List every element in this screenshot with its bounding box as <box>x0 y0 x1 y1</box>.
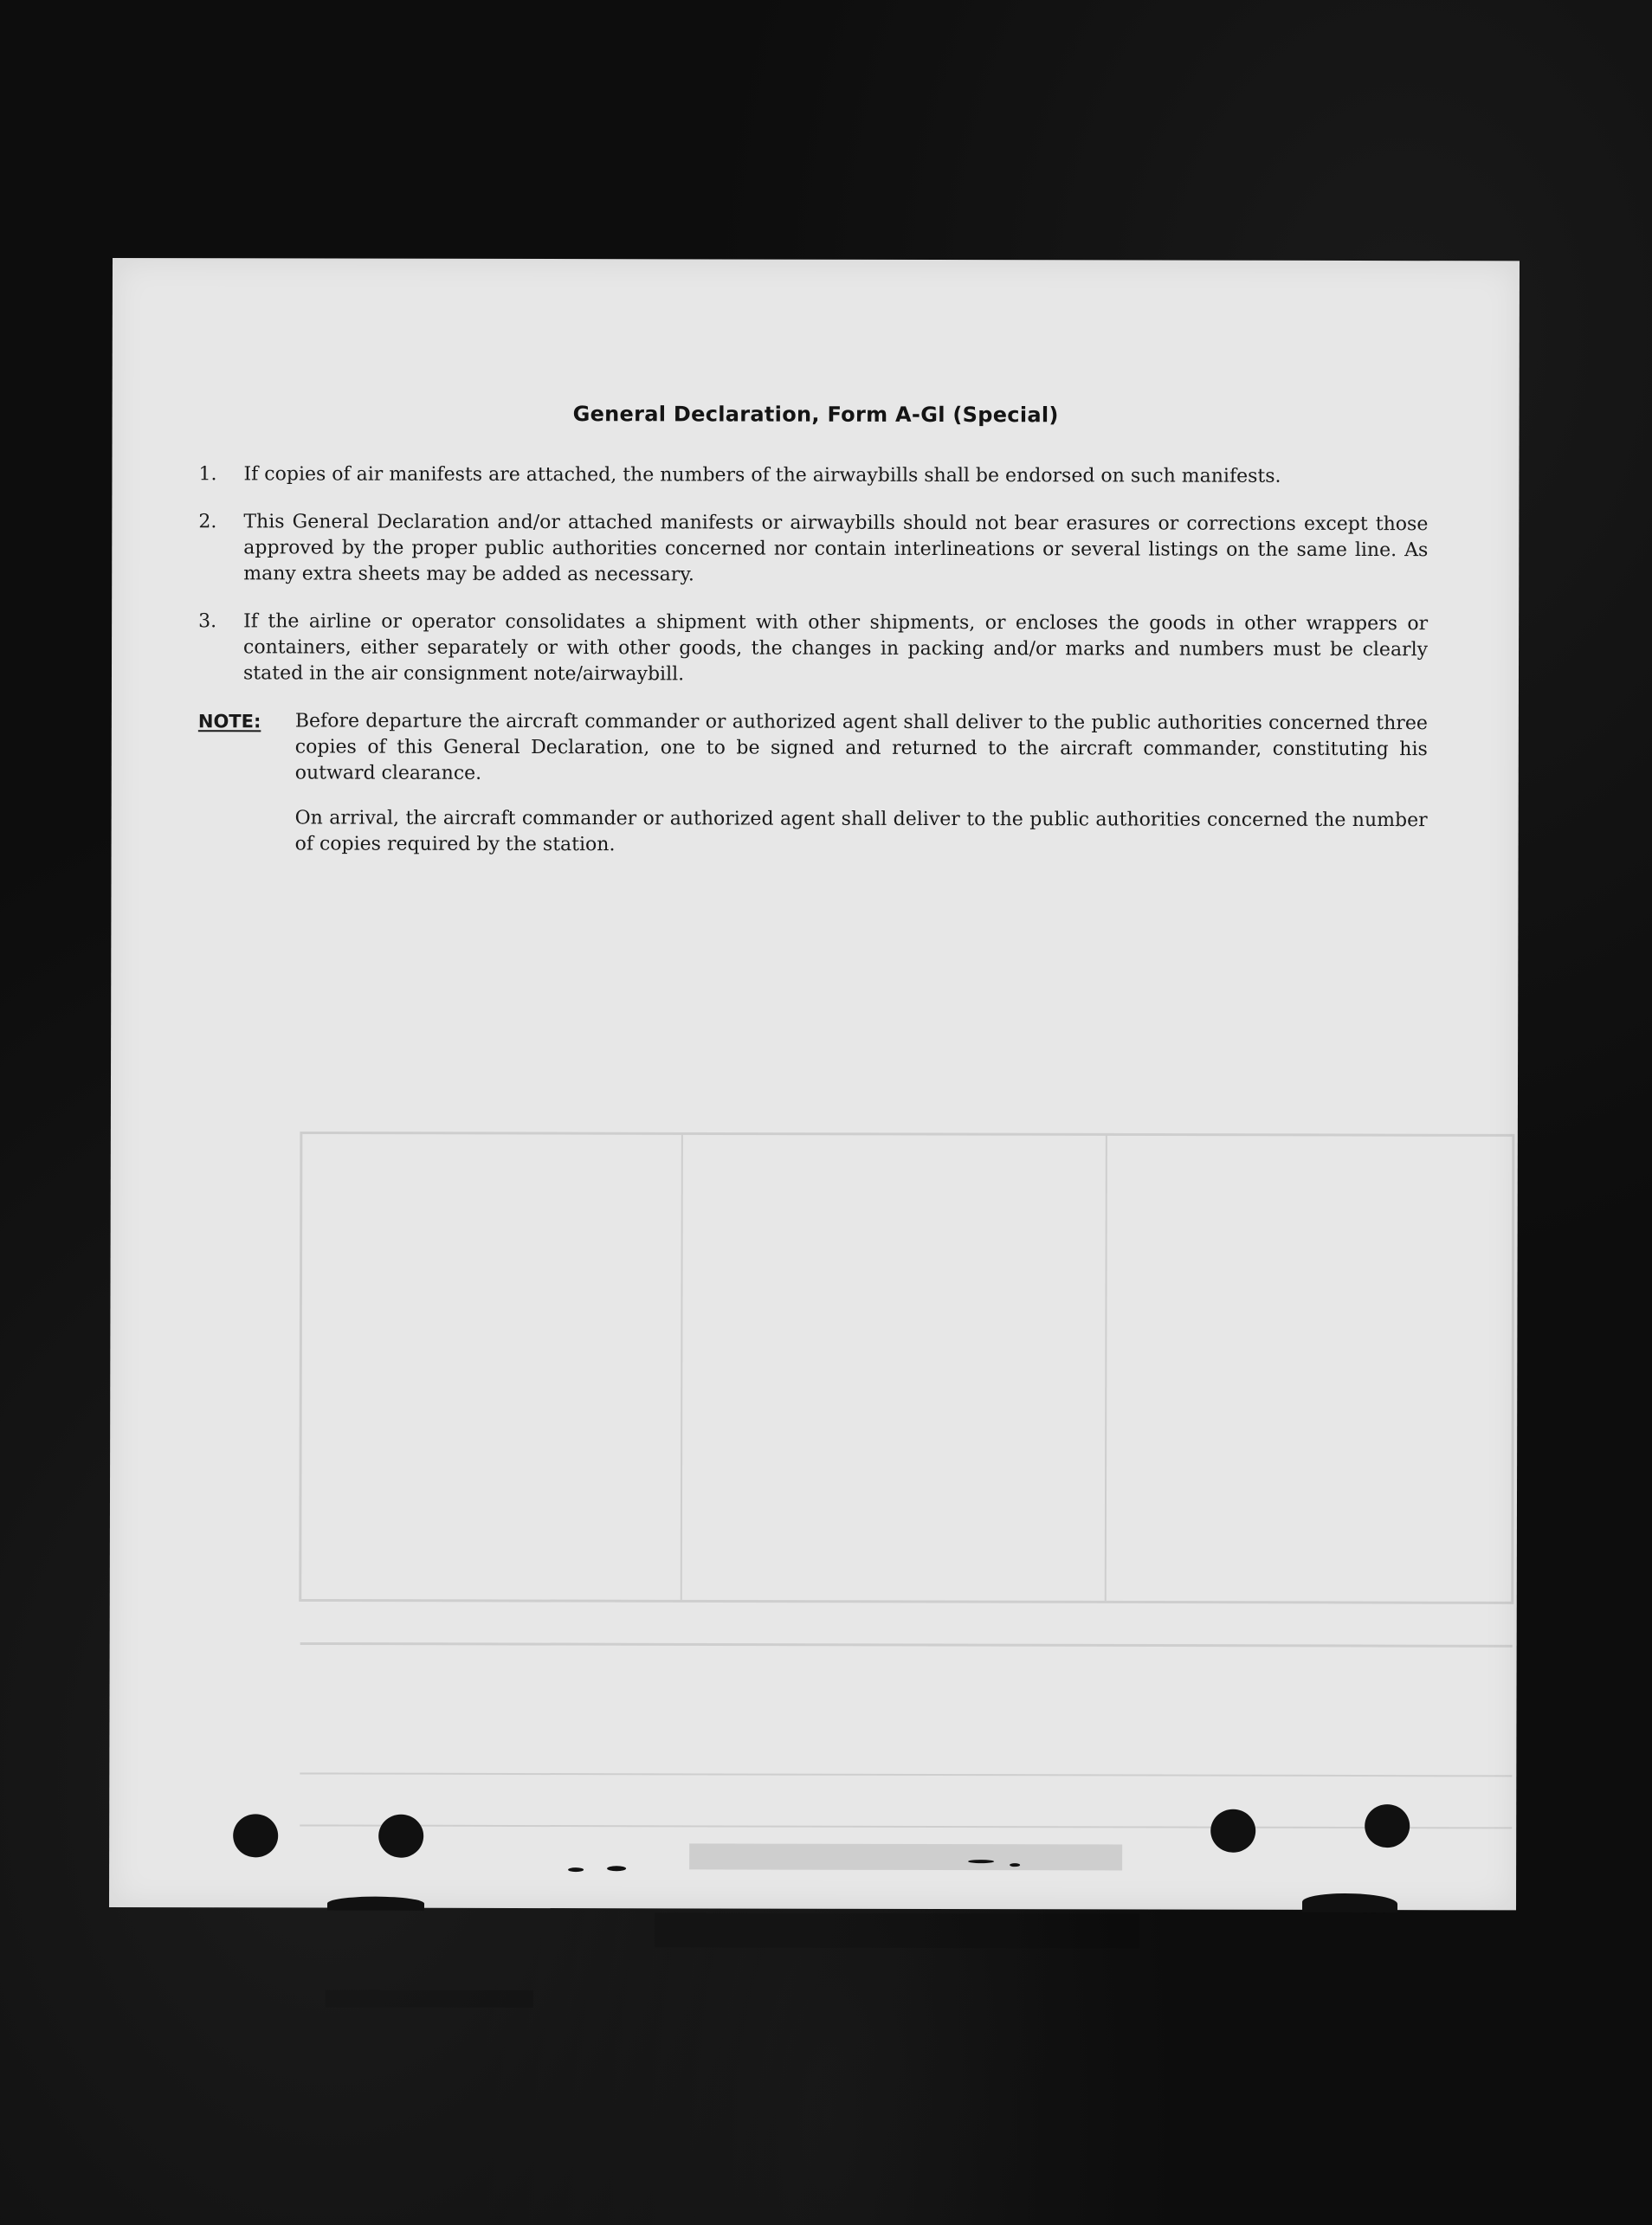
punch-hole <box>1210 1809 1255 1853</box>
list-item-text: This General Declaration and/or attached manifests or airwaybills should not bear erasures or corrections except those approved by the proper public authorities concerned nor contain interlineations or several listings on the same line. As many extra sheets may be added as necessary. <box>243 511 1429 586</box>
note-paragraph-2: On arrival, the aircraft commander or authorized agent shall deliver to the public authorities concerned the number of copies required by the station. <box>294 807 1428 856</box>
scan-speck <box>1010 1863 1020 1867</box>
scan-speck <box>607 1866 626 1871</box>
scan-speck <box>968 1860 994 1863</box>
torn-edge <box>327 1897 424 1911</box>
scan-speck <box>568 1867 584 1872</box>
note-continuation <box>198 805 1428 860</box>
document-title: General Declaration, Form A-Gl (Special) <box>572 402 1059 428</box>
note-label: NOTE: <box>197 711 261 732</box>
list-item-number: 1. <box>198 463 217 486</box>
torn-edge <box>1302 1893 1397 1912</box>
punch-hole <box>1365 1804 1410 1848</box>
list-item-1 <box>198 461 1428 490</box>
punch-hole <box>233 1814 278 1857</box>
list-item-text: If copies of air manifests are attached, the numbers of the airwaybills shall be endorsed on such manifests. <box>243 463 1281 487</box>
list-item-2 <box>198 509 1428 590</box>
list-item-number: 3. <box>198 610 217 633</box>
punch-hole <box>378 1815 423 1858</box>
note-paragraph-1: Before departure the aircraft commander or authorized agent shall deliver to the public authorities concerned three copies of this General Declaration, one to be signed and returned to the aircraft commander, constituting his outward clearance. <box>294 710 1428 784</box>
document-page <box>109 258 1520 1910</box>
list-item-3 <box>198 609 1428 689</box>
list-item-text: If the airline or operator consolidates a shipment with other shipments, or encloses the goods in other wrappers or containers, either separately or with other goods, the changes in packing and/or marks and numbers must be clearly stated in the air consignment note/airwaybill. <box>242 610 1429 686</box>
list-item-number: 2. <box>198 511 217 533</box>
note-section <box>198 708 1428 789</box>
